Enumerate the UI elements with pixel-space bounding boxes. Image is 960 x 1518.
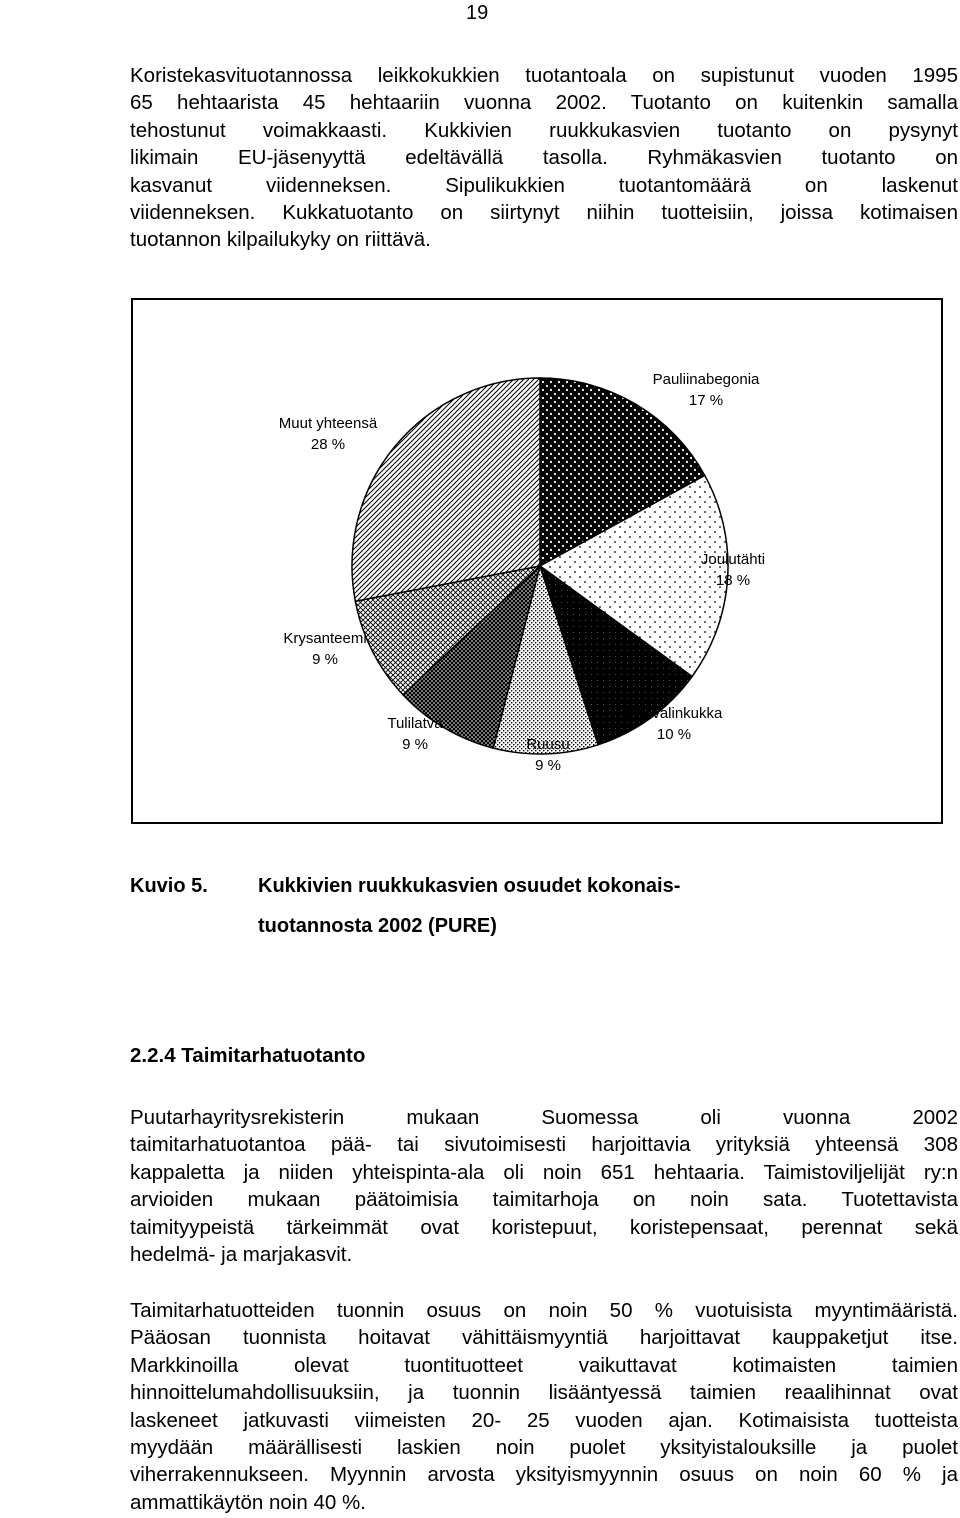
text-line: Taimitarhatuotteiden tuonnin osuus on noin 50 % vuotuisista myyntimääristä. [130,1299,958,1322]
text-line: 65 hehtaarista 45 hehtaariin vuonna 2002. Tuotanto on kuitenkin samalla [130,91,958,115]
slice-percent-label: 9 % [402,736,428,753]
text-line: hedelmä- ja marjakasvit. [130,1243,353,1267]
nursery-paragraph [130,1104,958,1268]
intro-paragraph [130,62,958,254]
pie-chart-frame [131,298,943,824]
text-line: laskeneet jatkuvasti viimeisten 20- 25 vuoden ajan. Kotimaisista tuotteista [130,1408,958,1432]
text-line: tehostunut voimakkaasti. Kukkivien ruukkukasvien tuotanto on pysynyt [130,118,958,142]
slice-name-label: Ruusu [526,736,570,753]
slice-name-label: Joulutähti [700,551,766,568]
text-line: kasvanut viidenneksen. Sipulikukkien tuotantomäärä on laskenut [130,173,958,197]
text-line: likimain EU-jäsenyyttä edeltävällä tasolla. Ryhmäkasvien tuotanto on [130,146,958,170]
text-line: ammattikäytön noin 40 %. [130,1490,366,1514]
slice-percent-label: 9 % [535,757,561,774]
slice-name-label: Pauliinabegonia [652,371,760,388]
text-line: Koristekasvituotannossa leikkokukkien tuotantoala on supistunut vuoden 1995 [130,64,958,87]
import-paragraph [130,1297,958,1516]
slice-name-label: Paavalinkukka [625,705,723,722]
text-line: Puutarhayritysrekisterin mukaan Suomessa oli vuonna 2002 [130,1106,958,1129]
slice-percent-label: 28 % [310,436,346,453]
text-line: viherrakennukseen. Myynnin arvosta yksityismyynnin osuus on noin 60 % ja [130,1463,958,1487]
text-line: taimityypeistä tärkeimmät ovat koristepuut, koristepensaat, perennat sekä [130,1215,958,1239]
slice-percent-label: 10 % [656,726,692,743]
text-line: tuotannon kilpailukyky on riittävä. [130,228,431,252]
slice-name-label: Muut yhteensä [278,415,378,432]
slice-percent-label: 18 % [715,572,751,589]
pie-slice-muut-yhteens- [352,378,540,601]
text-line: kappaletta ja niiden yhteispinta-ala oli noin 651 hehtaaria. Taimistoviljelijät ry:n [130,1160,958,1184]
figure-caption-line: tuotannosta 2002 (PURE) [258,915,497,937]
text-line: arvioiden mukaan päätoimisia taimitarhoja on noin sata. Tuotettavista [130,1188,958,1212]
slice-percent-label: 17 % [688,392,724,409]
slice-name-label: Krysanteemi [283,630,367,647]
text-line: taimitarhatuotantoa pää- tai sivutoimisesti harjoittavia yrityksiä yhteensä 308 [130,1133,958,1157]
figure-number: Kuvio 5. [130,875,208,897]
slice-name-label: Tulilatva [387,715,443,732]
text-line: Markkinoilla olevat tuontituotteet vaikuttavat kotimaisten taimien [130,1353,958,1377]
section-heading: 2.2.4 Taimitarhatuotanto [130,1044,366,1067]
slice-percent-label: 9 % [312,651,338,668]
text-line: Pääosan tuonnista hoitavat vähittäismyyntiä harjoittavat kauppaketjut itse. [130,1326,958,1350]
pie-chart [133,300,941,822]
figure-caption-line: Kukkivien ruukkukasvien osuudet kokonais- [258,875,681,897]
text-line: myydään määrällisesti laskien noin puolet yksityistalouksille ja puolet [130,1436,958,1460]
text-line: viidenneksen. Kukkatuotanto on siirtynyt niihin tuotteisiin, joissa kotimaisen [130,201,958,225]
text-line: hinnoittelumahdollisuuksiin, ja tuonnin lisääntyessä taimien reaalihinnat ovat [130,1381,958,1405]
page-number: 19 [466,2,489,24]
